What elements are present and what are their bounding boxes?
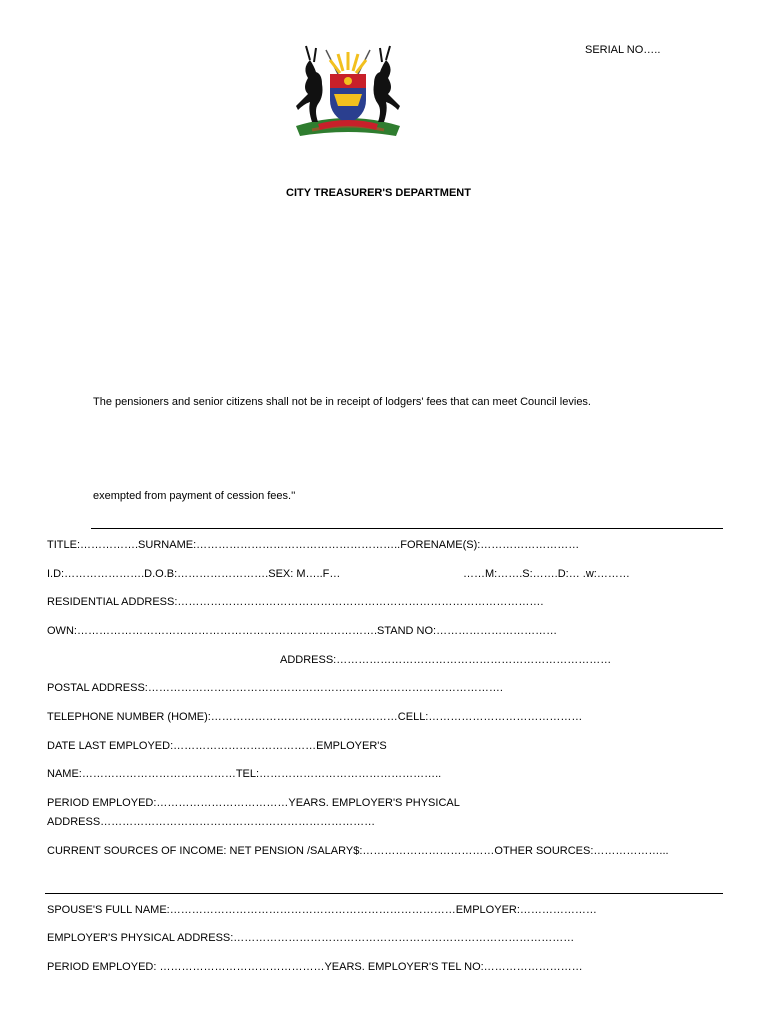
spouse-name-employer-field[interactable]: SPOUSE'S FULL NAME:……………………………………………………………………EMPLOYER:………………… bbox=[47, 904, 597, 916]
postal-address-field[interactable]: POSTAL ADDRESS:……………………………………………………………………………………. bbox=[47, 682, 503, 694]
id-dob-sex-field[interactable]: I.D:………………….D.O.B:…………………….SEX: M…..F… bbox=[47, 568, 341, 580]
period-employed-field[interactable]: PERIOD EMPLOYED:………………………………YEARS. EMPLOYER'S PHYSICAL bbox=[47, 797, 460, 809]
coat-of-arms-emblem bbox=[288, 44, 408, 140]
spouse-employer-address-field[interactable]: EMPLOYER'S PHYSICAL ADDRESS:………………………………………………………………………………… bbox=[47, 932, 575, 944]
income-sources-field[interactable]: CURRENT SOURCES OF INCOME: NET PENSION /SALARY$:………………………………OTHER SOURCES:………………... bbox=[47, 845, 669, 857]
marital-status-field[interactable]: ……M:…….S:…….D:… .w:……… bbox=[463, 568, 630, 580]
own-stand-no-field[interactable]: OWN:……………………………………………………………………….STAND NO:…………………………… bbox=[47, 625, 558, 637]
serial-number: SERIAL NO….. bbox=[585, 44, 661, 56]
employer-physical-address-field[interactable]: ADDRESS………………………………………………………………… bbox=[47, 816, 376, 828]
section-divider-top bbox=[91, 528, 723, 529]
telephone-cell-field[interactable]: TELEPHONE NUMBER (HOME):……………………………………………CELL:…………………………………… bbox=[47, 711, 583, 723]
exemption-paragraph: exempted from payment of cession fees.'' bbox=[93, 490, 296, 502]
address-field[interactable]: ADDRESS:………………………………………………………………… bbox=[280, 654, 612, 666]
pensioners-paragraph: The pensioners and senior citizens shall not be in receipt of lodgers' fees that can meet Council levies. bbox=[93, 396, 591, 408]
title-surname-forename-field[interactable]: TITLE:…………….SURNAME:………………………………………………..FORENAME(S):……………………… bbox=[47, 539, 580, 551]
department-title: CITY TREASURER'S DEPARTMENT bbox=[286, 187, 471, 199]
residential-address-field[interactable]: RESIDENTIAL ADDRESS:………………………………………………………………………………………. bbox=[47, 596, 544, 608]
employer-name-tel-field[interactable]: NAME:……………………………………TEL:………………………………………….. bbox=[47, 768, 442, 780]
date-last-employed-field[interactable]: DATE LAST EMPLOYED:…………………………………EMPLOYER'S bbox=[47, 740, 387, 752]
section-divider-bottom bbox=[45, 893, 723, 894]
spouse-period-employed-field[interactable]: PERIOD EMPLOYED: ………………………………………YEARS. EMPLOYER'S TEL NO:……………………… bbox=[47, 961, 583, 973]
